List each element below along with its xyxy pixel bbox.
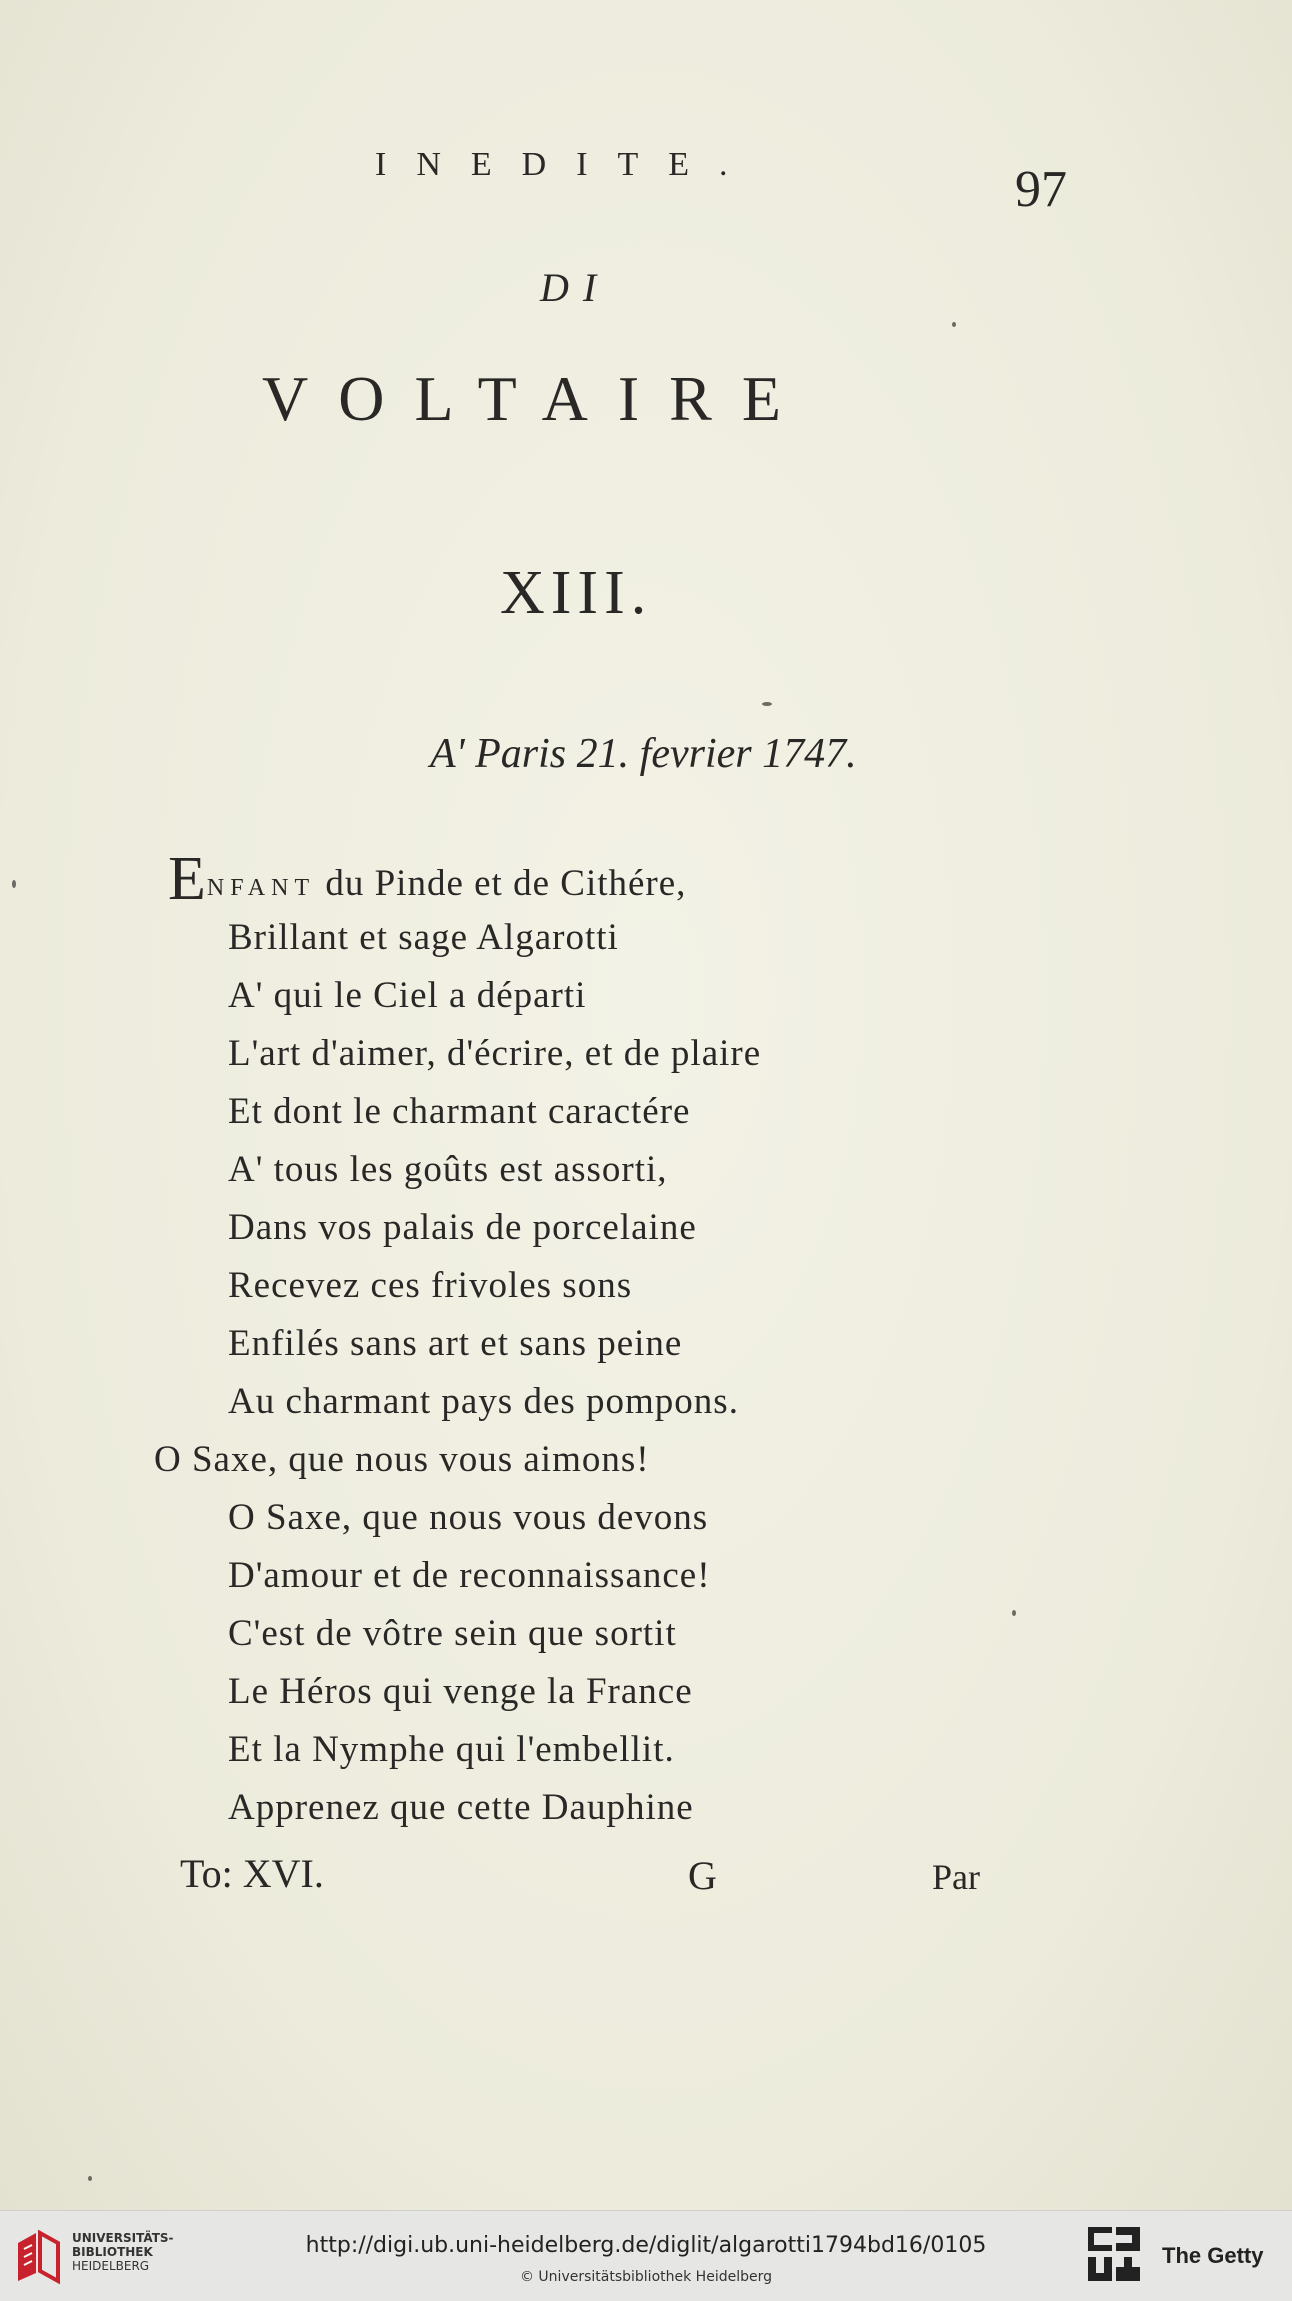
- poem-line: L'art d'aimer, d'écrire, et de plaire: [228, 1033, 762, 1074]
- library-name-line: HEIDELBERG: [72, 2259, 150, 2273]
- catchword: Par: [932, 1857, 980, 1897]
- poem-line: Et dont le charmant caractére: [228, 1091, 691, 1132]
- poem-line: O Saxe, que nous vous aimons!: [154, 1439, 650, 1480]
- library-name-line: BIBLIOTHEK: [72, 2245, 153, 2259]
- first-line-rest: du Pinde et de Cithére,: [315, 863, 687, 904]
- getty-logo-icon[interactable]: [1086, 2225, 1142, 2285]
- letter-number: XIII.: [500, 559, 653, 627]
- poem-line: A' qui le Ciel a départi: [228, 975, 587, 1016]
- paper-speck: [762, 702, 772, 706]
- permalink-link[interactable]: http://digi.ub.uni-heidelberg.de/diglit/algarotti1794bd16/0105: [305, 2233, 987, 2258]
- poem-line: D'amour et de reconnaissance!: [228, 1555, 711, 1596]
- poem-line: C'est de vôtre sein que sortit: [228, 1613, 677, 1654]
- poem-line: Au charmant pays des pompons.: [228, 1381, 739, 1422]
- poem-line: Dans vos palais de porcelaine: [228, 1207, 697, 1248]
- poem-line: Le Héros qui venge la France: [228, 1671, 693, 1712]
- poem-first-line: [168, 845, 687, 913]
- copyright-notice: © Universitätsbibliothek Heidelberg: [519, 2269, 772, 2285]
- title-di: DI: [540, 265, 611, 310]
- poem-line: Enfilés sans art et sans peine: [228, 1323, 683, 1364]
- dateline: A' Paris 21. fevrier 1747.: [430, 731, 857, 777]
- poem-line: Brillant et sage Algarotti: [228, 917, 619, 958]
- paper-speck: [88, 2176, 92, 2181]
- library-name-line: UNIVERSITÄTS-: [72, 2231, 174, 2245]
- poem-line: O Saxe, que nous vous devons: [228, 1497, 709, 1538]
- signature-mark: G: [688, 1853, 717, 1898]
- viewer-footer-bar: [0, 2210, 1292, 2301]
- running-head: INEDITE.: [375, 146, 758, 183]
- poem-line: Et la Nymphe qui l'embellit.: [228, 1729, 675, 1770]
- poem-line: A' tous les goûts est assorti,: [228, 1149, 668, 1190]
- paper-speck: [1012, 1610, 1016, 1616]
- page-number: 97: [1015, 161, 1067, 218]
- poem-line: Recevez ces frivoles sons: [228, 1265, 633, 1306]
- drop-cap: E: [168, 845, 207, 913]
- partner-name[interactable]: The Getty: [1162, 2243, 1264, 2268]
- signature: To: XVI.: [180, 1851, 324, 1896]
- paper-speck: [952, 322, 956, 327]
- paper-speck: [12, 880, 16, 888]
- small-caps-word: NFANT: [206, 875, 316, 901]
- poem-line: Apprenez que cette Dauphine: [228, 1787, 694, 1828]
- title-voltaire: VOLTAIRE: [262, 363, 811, 434]
